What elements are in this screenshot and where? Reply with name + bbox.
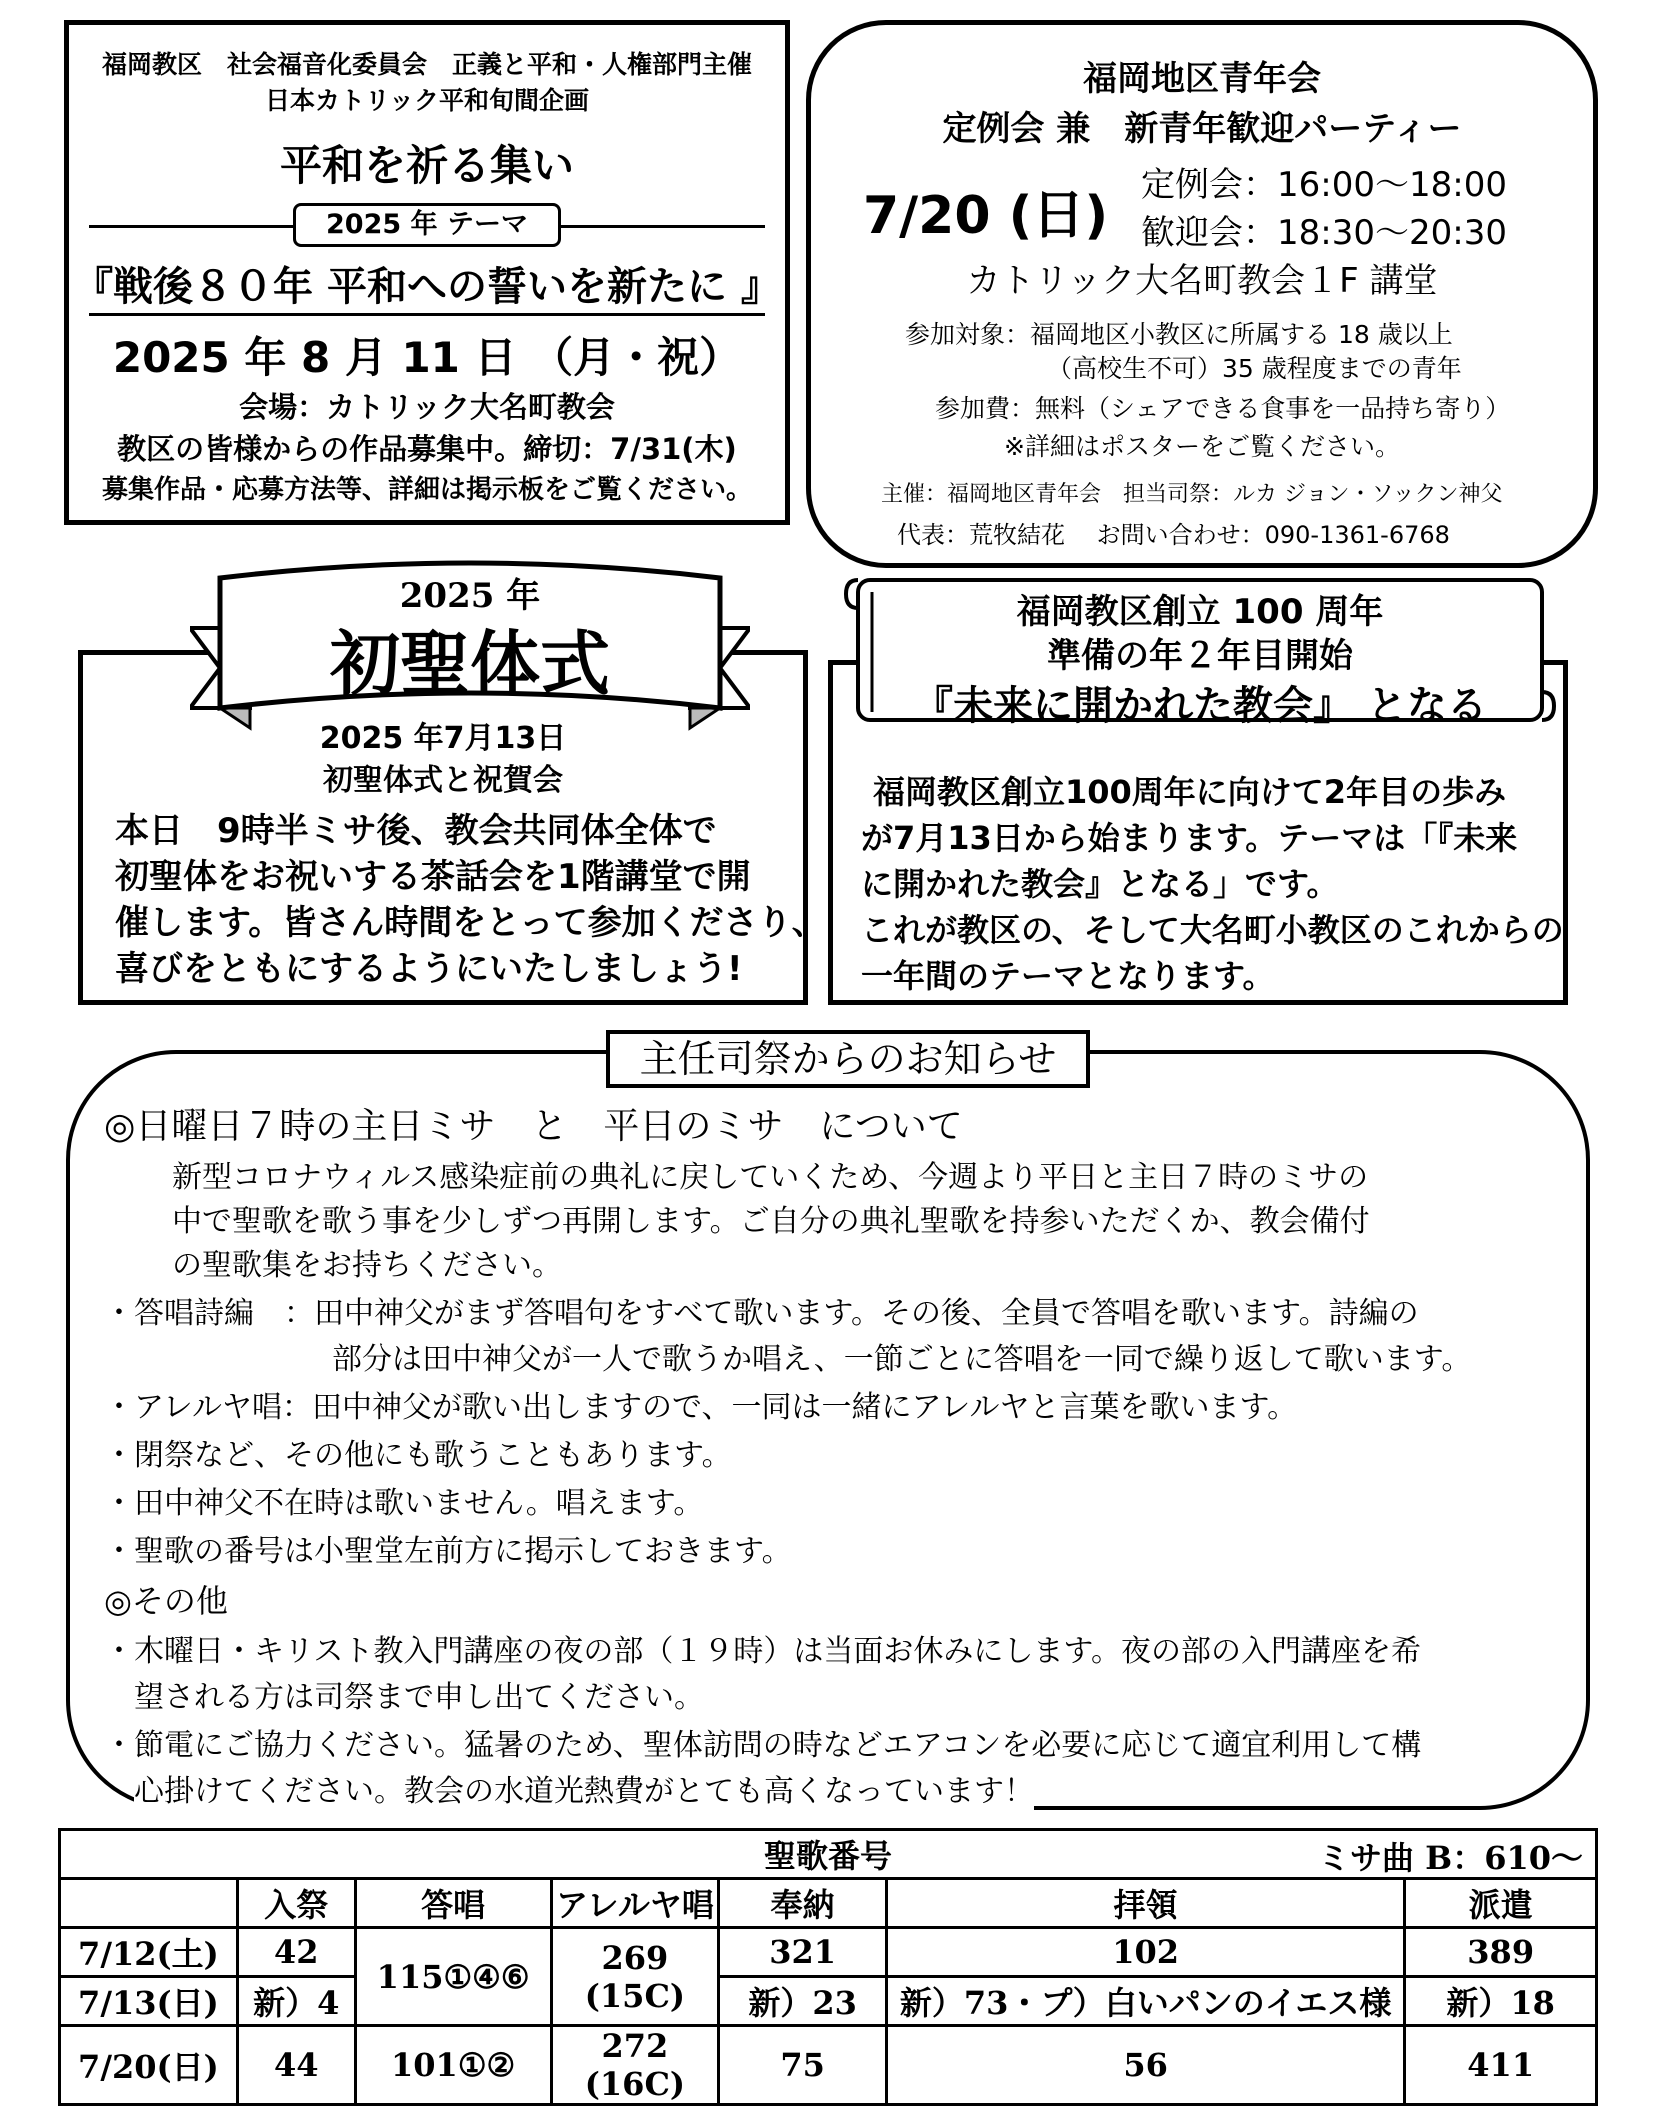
- youth-meeting-time: 定例会：16:00～18:00: [1141, 165, 1507, 205]
- youth-host: 主催：福岡地区青年会 担当司祭：ルカ ジョン・ソックン神父: [881, 482, 1503, 507]
- youth-target: 参加対象：福岡地区小教区に所属する 18 歳以上: [905, 320, 1453, 349]
- cell-offertory: 新）23: [719, 1977, 887, 2026]
- cell-entrance: 44: [237, 2026, 355, 2105]
- youth-event: 定例会 兼 新青年歓迎パーティー: [942, 109, 1462, 149]
- notice-line: 中で聖歌を歌う事を少しずつ再開します。ご自分の典礼聖歌を持参いただくか、教会備付: [172, 1204, 1370, 1239]
- communion-date: 2025 年7月13日: [319, 721, 567, 756]
- notice-line: ・田中神父不在時は歌いません。唱えます。: [104, 1486, 704, 1521]
- notice-line: ・答唱詩編 ：田中神父がまず答唱句をすべて歌います。その後、全員で答唱を歌います。詩編の: [104, 1296, 1419, 1331]
- notice-line: ・閉祭など、その他にも歌うこともあります。: [104, 1438, 732, 1473]
- cell-offertory: 321: [719, 1928, 887, 1977]
- mass-setting: ミサ曲 B：610～: [1318, 1839, 1583, 1877]
- peace-organizer: 福岡教区 社会福音化委員会 正義と平和・人権部門主催: [101, 50, 752, 79]
- cell-entrance: 42: [237, 1928, 355, 1977]
- cell-psalm: 115①④⑥: [355, 1928, 551, 2026]
- diocese-body-line: これが教区の、そして大名町小教区のこれからの: [861, 911, 1564, 949]
- cell-psalm: 101①②: [355, 2026, 551, 2105]
- cell-sending: 新）18: [1405, 1977, 1597, 2026]
- cell-communion: 新）73・プ）白いパンのイエス様: [886, 1977, 1404, 2026]
- youth-group-box: [806, 20, 1598, 568]
- communion-body-line: 初聖体をお祝いする茶話会を1階講堂で開: [115, 857, 751, 897]
- divider: [89, 313, 765, 316]
- diocese-title-1: 福岡教区創立 100 周年: [1016, 592, 1384, 632]
- cell-alleluia: 272 (16C): [551, 2026, 719, 2105]
- header-sending: 派遣: [1405, 1879, 1597, 1928]
- notice-line: 部分は田中神父が一人で歌うか唱え、一節ごとに答唱を一同で繰り返して歌います。: [332, 1342, 1472, 1377]
- youth-target-cont: （高校生不可）35 歳程度までの青年: [1047, 354, 1462, 383]
- header-psalm: 答唱: [355, 1879, 551, 1928]
- diocese-body-line: 福岡教区創立100周年に向けて2年目の歩み: [873, 773, 1507, 811]
- peace-venue: 会場：カトリック大名町教会: [239, 390, 615, 424]
- notice-line: ・節電にご協力ください。猛暑のため、聖体訪問の時などエアコンを必要に応じて適宜利用して構: [104, 1728, 1422, 1763]
- youth-welcome-time: 歓迎会：18:30～20:30: [1141, 213, 1507, 253]
- diocese-title-3: 『未来に開かれた教会』 となる: [913, 683, 1487, 729]
- cell-communion: 102: [886, 1928, 1404, 1977]
- communion-body-line: 催します。皆さん時間をとって参加くださり、: [115, 903, 826, 943]
- notice-line: ・アレルヤ唱：田中神父が歌い出しますので、一同は一緒にアレルヤと言葉を歌います。: [104, 1390, 1298, 1425]
- diocese-body-line: 一年間のテーマとなります。: [861, 957, 1275, 995]
- communion-year: 2025 年: [399, 576, 541, 616]
- notice-title: 主任司祭からのお知らせ: [606, 1030, 1090, 1088]
- header-offertory: 奉納: [719, 1879, 887, 1928]
- peace-details: 募集作品・応募方法等、詳細は掲示板をご覧ください。: [101, 475, 752, 505]
- hymn-number-table: [58, 1828, 1598, 2106]
- row-date: 7/13(日): [60, 1977, 238, 2026]
- row-date: 7/12(土): [60, 1928, 238, 1977]
- peace-call: 教区の皆様からの作品募集中。締切：7/31(木): [117, 432, 737, 466]
- notice-line: の聖歌集をお持ちください。: [172, 1248, 562, 1283]
- peace-title: 平和を祈る集い: [279, 141, 574, 190]
- communion-subtitle: 初聖体式と祝賀会: [323, 763, 563, 798]
- cell-entrance: 新）4: [237, 1977, 355, 2026]
- communion-body-line: 本日 9時半ミサ後、教会共同体全体で: [115, 811, 717, 851]
- notice-heading: ◎日曜日７時の主日ミサ と 平日のミサ について: [104, 1106, 963, 1147]
- cell-sending: 411: [1405, 2026, 1597, 2105]
- peace-date: 2025 年 8 月 11 日 （月・祝）: [112, 333, 742, 382]
- cell-offertory: 75: [719, 2026, 887, 2105]
- cell-sending: 389: [1405, 1928, 1597, 1977]
- header-alleluia: アレルヤ唱: [551, 1879, 719, 1928]
- peace-project: 日本カトリック平和旬間企画: [264, 86, 589, 115]
- notice-line: ・聖歌の番号は小聖堂左前方に掲示しておきます。: [104, 1534, 792, 1569]
- youth-representative: 代表：荒牧結花 お問い合わせ：090-1361-6768: [897, 521, 1450, 549]
- notice-line: ・木曜日・キリスト教入門講座の夜の部（１９時）は当面お休みにします。夜の部の入門講座を希: [104, 1634, 1421, 1669]
- youth-group: 福岡地区青年会: [1083, 59, 1321, 99]
- header-blank: [60, 1879, 238, 1928]
- diocese-title-2: 準備の年２年目開始: [1047, 636, 1353, 676]
- header-communion: 拝領: [886, 1879, 1404, 1928]
- row-date: 7/20(日): [60, 2026, 238, 2105]
- diocese-body-line: に開かれた教会』となる」です。: [861, 865, 1339, 903]
- table-row: [60, 1977, 1597, 2026]
- cell-alleluia: 269 (15C): [551, 1928, 719, 2026]
- communion-body-line: 喜びをともにするようにいたしましょう!: [115, 949, 743, 989]
- theme-label: 2025 年 テーマ: [293, 203, 561, 247]
- notice-heading: ◎その他: [104, 1582, 228, 1620]
- youth-poster-note: ※詳細はポスターをご覧ください。: [1004, 432, 1400, 461]
- peace-gathering-box: [64, 20, 790, 525]
- cell-communion: 56: [886, 2026, 1404, 2105]
- notice-line: 望される方は司祭まで申し出てください。: [134, 1680, 704, 1715]
- table-row: [60, 2026, 1597, 2105]
- diocese-body-line: が7月13日から始まります。テーマは「『未来: [861, 819, 1518, 857]
- youth-fee: 参加費：無料（シェアできる食事を一品持ち寄り）: [935, 394, 1511, 423]
- table-row: [60, 1928, 1597, 1977]
- notice-line: 心掛けてください。教会の水道光熱費がとても高くなっています！: [134, 1766, 1034, 1810]
- youth-date: 7/20 (日): [863, 186, 1109, 246]
- peace-theme: 『戦後８０年 平和への誓いを新たに 』: [73, 264, 781, 310]
- youth-place: カトリック大名町教会１F 講堂: [966, 261, 1438, 301]
- header-entrance: 入祭: [237, 1879, 355, 1928]
- communion-title: 初聖体式: [330, 622, 610, 705]
- hymn-table-title: 聖歌番号: [763, 1837, 892, 1875]
- notice-line: 新型コロナウィルス感染症前の典礼に戻していくため、今週より平日と主日７時のミサの: [172, 1160, 1369, 1195]
